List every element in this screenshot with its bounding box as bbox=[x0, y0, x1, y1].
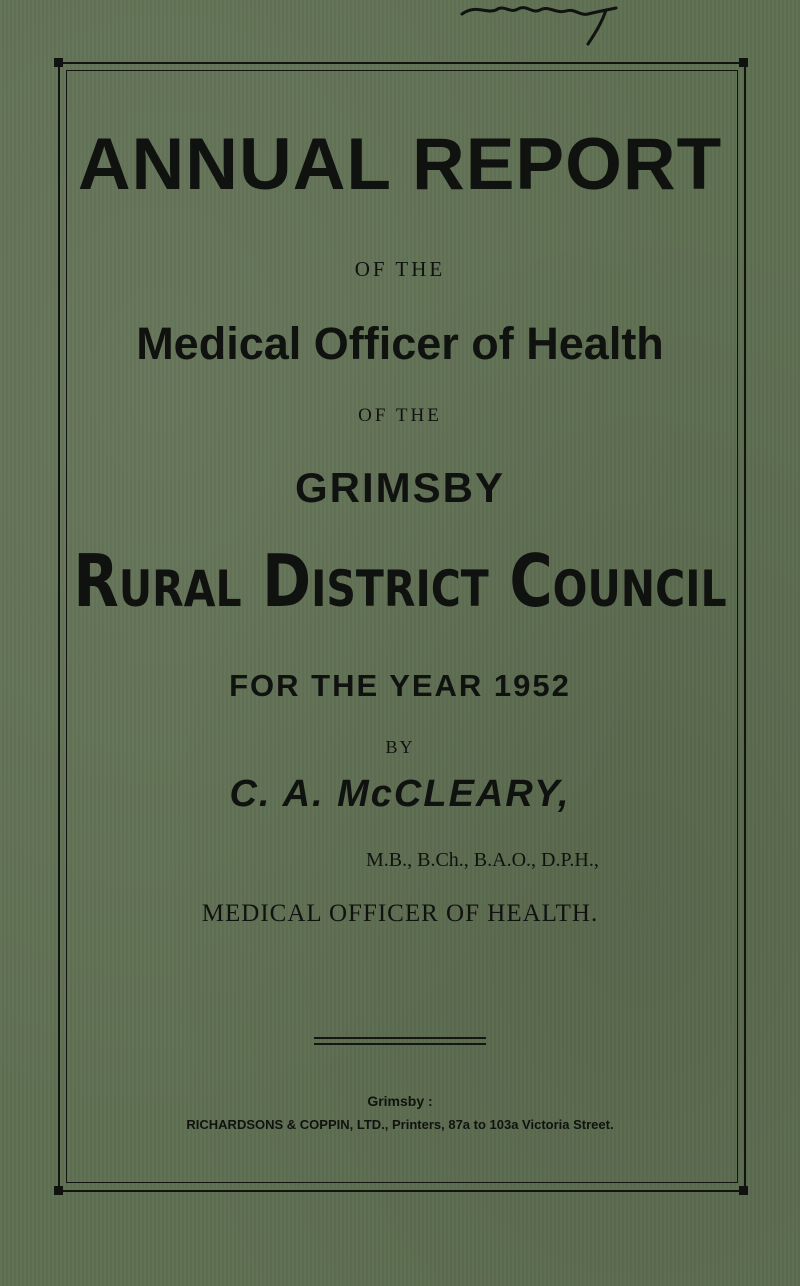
frame-left-inner bbox=[66, 70, 67, 1183]
frame-bottom-inner bbox=[66, 1182, 738, 1183]
of-the-text-1: OF THE bbox=[354, 257, 446, 281]
frame-right-outer bbox=[744, 62, 746, 1192]
report-title: ANNUAL REPORT bbox=[77, 124, 723, 205]
author-degrees: M.B., B.Ch., B.A.O., D.P.H., bbox=[366, 849, 599, 871]
place-name: GRIMSBY bbox=[294, 464, 505, 511]
frame-bottom-outer bbox=[58, 1190, 746, 1192]
author-name: C. A. McCLEARY, bbox=[229, 773, 571, 815]
author-role: MEDICAL OFFICER OF HEALTH. bbox=[201, 900, 599, 927]
double-rule-bottom bbox=[314, 1043, 486, 1045]
by-text: BY bbox=[385, 737, 415, 757]
frame-top-inner bbox=[66, 70, 738, 71]
frame-left-outer bbox=[58, 62, 60, 1192]
frame-top-outer bbox=[58, 62, 746, 64]
council-name: Rural District Council bbox=[73, 539, 727, 623]
imprint-place: Grimsby : bbox=[367, 1093, 433, 1109]
report-year: FOR THE YEAR 1952 bbox=[229, 668, 571, 703]
handwritten-annotation bbox=[456, 0, 626, 46]
frame-corner-bottom-left bbox=[54, 1186, 63, 1195]
of-the-text-2: OF THE bbox=[358, 405, 442, 426]
frame-right-inner bbox=[737, 70, 738, 1183]
frame-corner-top-right bbox=[739, 58, 748, 67]
double-rule-top bbox=[314, 1037, 486, 1039]
imprint-printer: RICHARDSONS & COPPIN, LTD., Printers, 87a to 103a Victoria Street. bbox=[186, 1117, 614, 1132]
frame-corner-bottom-right bbox=[739, 1186, 748, 1195]
report-subtitle: Medical Officer of Health bbox=[136, 318, 664, 369]
frame-corner-top-left bbox=[54, 58, 63, 67]
